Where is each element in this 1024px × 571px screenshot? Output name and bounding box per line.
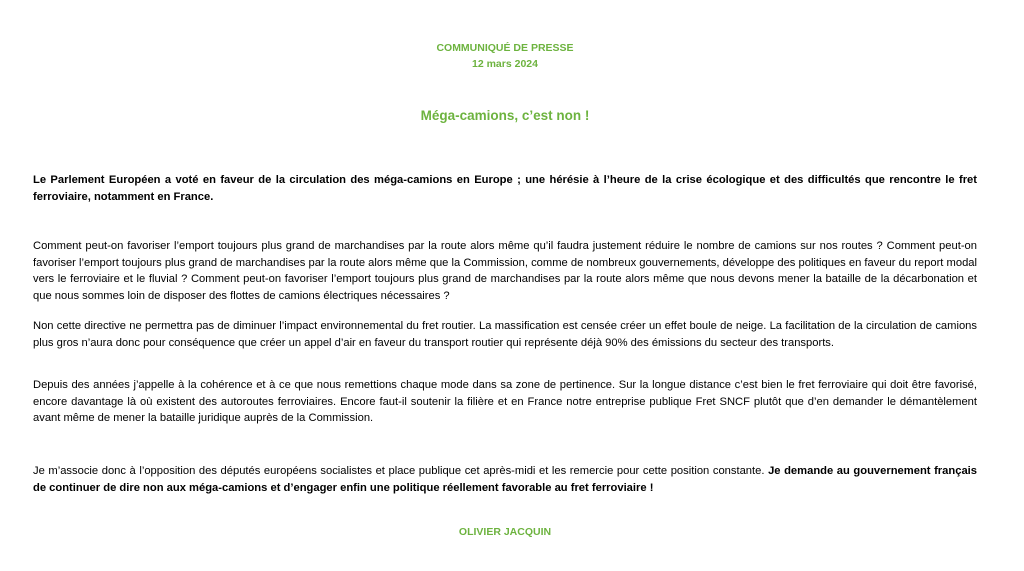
press-release-title: Méga-camions, c’est non ! bbox=[420, 108, 590, 123]
document-type-label: COMMUNIQUÉ DE PRESSE bbox=[436, 42, 574, 54]
header bbox=[33, 40, 977, 72]
press-release-page bbox=[33, 0, 977, 571]
lead-paragraph: Le Parlement Européen a voté en faveur de la circulation des méga-camions en Europe ; une hérésie à l’heure de la crise écologique et des difficultés que rencontre le fret ferroviaire, notamment en France. bbox=[33, 174, 977, 203]
body-paragraph-1: Comment peut-on favoriser l’emport toujours plus grand de marchandises par la route alors même qu’il faudra justement réduire le nombre de camions sur nos routes ? Comment peut-on favoriser l’emport toujours plus grand de marchandises par la route alors même que la Commission, comme de nombreux gouvernements, développe des politiques en faveur du report modal vers le ferroviaire et le fluvial ? Comment peut-on favoriser l’emport toujours plus grand de marchandises par la route alors même que nous devons mener la bataille de la décarbonation et que nous sommes loin de disposer des flottes de camions électriques nécessaires ? bbox=[33, 240, 977, 302]
body-paragraph-3: Depuis des années j’appelle à la cohérence et à ce que nous remettions chaque mode dans sa zone de pertinence. Sur la longue distance c’est bien le fret ferroviaire qui doit être favorisé, encore davantage là où existent des autoroutes ferroviaires. Encore faut-il soutenir la filière et en France notre entreprise publique Fret SNCF plutôt que d’en demander le démantèlement avant même de mener la bataille juridique auprès de la Commission. bbox=[33, 379, 977, 424]
closing-normal-text: Je m’associe donc à l’opposition des députés européens socialistes et place publique cet après-midi et les remercie pour cette position constante. bbox=[33, 465, 769, 477]
closing-bold-text: Je demande au gouvernement français de continuer de dire non aux méga-camions et d’engager enfin une politique réellement favorable au fret ferroviaire ! bbox=[33, 465, 977, 494]
release-date: 12 mars 2024 bbox=[472, 58, 538, 70]
closing-paragraph bbox=[33, 463, 977, 496]
signature: OLIVIER JACQUIN bbox=[458, 526, 552, 538]
body-paragraph-2: Non cette directive ne permettra pas de diminuer l’impact environnemental du fret routier. La massification est censée créer un effet boule de neige. La facilitation de la circulation de camions plus gros n’aura donc pour conséquence que créer un appel d’air en faveur du transport routier qui représente déjà 90% des émissions du secteur des transports. bbox=[33, 320, 977, 349]
